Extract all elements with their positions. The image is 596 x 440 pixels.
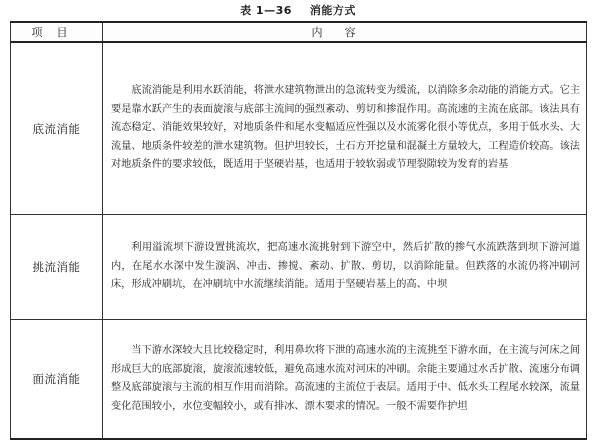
- energy-dissipation-table: [10, 21, 587, 440]
- row-content-ski-jump: 利用溢流坝下游设置挑流坎，把高速水流挑射到下游空中，然后扩散的掺气水流跌落到坝下游河道内，在尾水水深中发生漩涡、冲击、掺搅、紊动、扩散、剪切，以消除能量。但跌落的水流仍将冲刷河床，形成冲刷坑，在冲刷坑中水流继续消能。适用于坚硬岩基上的高、中坝: [103, 215, 587, 320]
- table-row: [11, 320, 587, 440]
- table-header-row: [11, 22, 587, 42]
- table-row: [11, 42, 587, 215]
- row-content-underflow: 底流消能是利用水跃消能，将泄水建筑物泄出的急流转变为缓流，以消除多余动能的消能方式。它主要是靠水跃产生的表面旋滚与底部主流间的强烈紊动、剪切和掺混作用。高流速的主流在底部。该法具有流态稳定、消能效果较好，对地质条件和尾水变幅适应性强以及水流雾化很小等优点，多用于低水头、大流量、地质条件较差的泄水建筑物。但护坦较长，土石方开挖量和混凝土方量较大，工程造价较高。该法对地质条件的要求较低，既适用于坚硬岩基，也适用于较软弱或节理裂隙较为发育的岩基: [103, 42, 587, 215]
- table-row: [11, 215, 587, 320]
- row-content-surface-flow: 当下游水深较大且比较稳定时，利用鼻坎将下泄的高速水流的主流挑至下游水面，在主流与河床之间形成巨大的底部旋滚，旋滚流速较低，避免高速水流对河床的冲刷。余能主要通过水舌扩散、流速分布调整及底部旋滚与主流的相互作用而消除。高流速的主流位于表层。适用于中、低水头工程尾水较深，流量变化范围较小，水位变幅较小，或有排冰、漂木要求的情况。一般不需要作护坦: [103, 320, 587, 440]
- header-item: 项目: [11, 22, 103, 42]
- header-content: 内容: [103, 22, 587, 42]
- table-number: 表 1—36: [240, 4, 292, 17]
- row-type-surface-flow: 面流消能: [11, 320, 103, 440]
- table-caption: [0, 2, 596, 18]
- table-title: 消能方式: [309, 4, 356, 17]
- row-type-underflow: 底流消能: [11, 42, 103, 215]
- row-type-ski-jump: 挑流消能: [11, 215, 103, 320]
